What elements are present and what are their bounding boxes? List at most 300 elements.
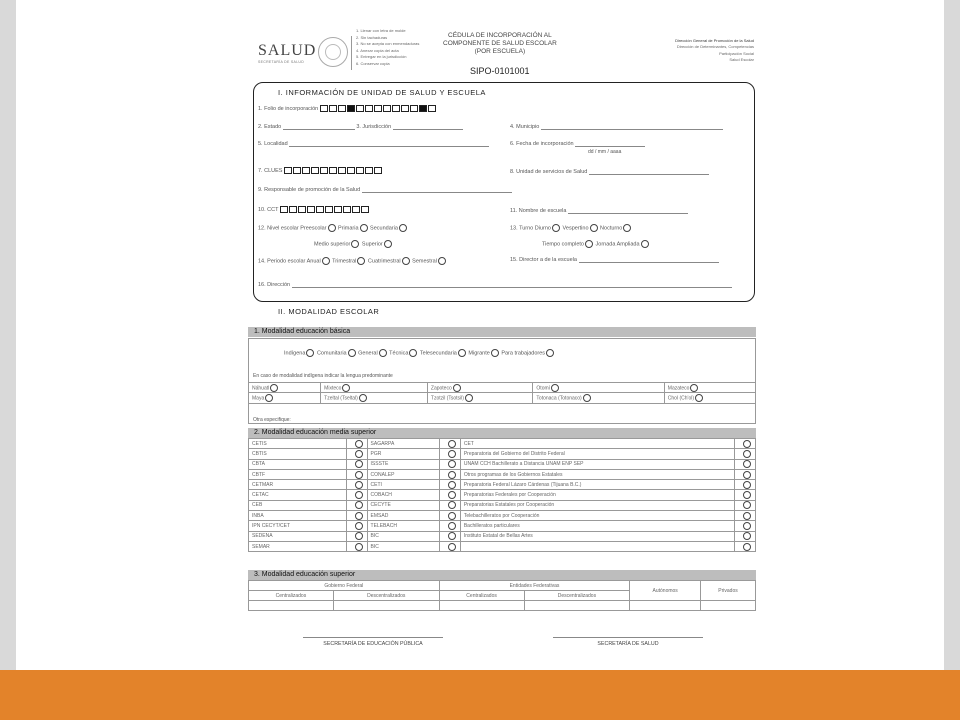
clues-cell[interactable] <box>293 167 301 174</box>
media-option-radio[interactable] <box>355 532 363 540</box>
responsable-field[interactable] <box>362 187 512 193</box>
superior-table <box>248 580 756 611</box>
signature-line-sep[interactable] <box>303 632 443 638</box>
nombre-escuela-field[interactable] <box>568 208 688 214</box>
periodo-radio-3[interactable] <box>402 257 410 265</box>
folio-cell[interactable] <box>401 105 409 112</box>
note-6: 6. Conservar copia <box>356 60 390 66</box>
media-option-radio[interactable] <box>448 512 456 520</box>
media-option-radio[interactable] <box>355 481 363 489</box>
media-option-label: CBTIS <box>249 449 347 459</box>
cct-cell[interactable] <box>352 206 360 213</box>
clues-cell[interactable] <box>347 167 355 174</box>
basica-radio-6[interactable] <box>491 349 499 357</box>
media-option-cell <box>735 439 756 449</box>
institution-notes <box>646 38 754 63</box>
clues-cell[interactable] <box>311 167 319 174</box>
lengua-radio[interactable] <box>695 394 703 402</box>
media-option-label: CECYTE <box>367 500 439 510</box>
media-option-cell <box>439 459 460 469</box>
media-option-cell <box>439 490 460 500</box>
cct-cell[interactable] <box>307 206 315 213</box>
media-option-cell <box>735 531 756 541</box>
cct-cell[interactable] <box>334 206 342 213</box>
cct-cell[interactable] <box>343 206 351 213</box>
lengua-name: Maya <box>252 395 265 402</box>
municipio-row <box>510 124 723 130</box>
nivel-radio-4[interactable] <box>351 240 359 248</box>
unidad-field[interactable] <box>589 169 709 175</box>
lengua-name: Mazateco <box>667 384 690 391</box>
folio-cell[interactable] <box>329 105 337 112</box>
media-option-label: CBTF <box>249 469 347 479</box>
media-option-radio[interactable] <box>355 471 363 479</box>
lengua-cell <box>533 393 664 403</box>
media-row <box>249 459 756 469</box>
check-cell[interactable] <box>524 601 630 611</box>
media-option-cell <box>439 449 460 459</box>
inst-line-2: Dirección de Determinantes, Competencias <box>676 44 754 50</box>
basica-options <box>284 349 555 357</box>
section-2-title: II. MODALIDAD ESCOLAR <box>278 307 380 316</box>
check-cell[interactable] <box>439 601 524 611</box>
estado-row <box>258 124 463 130</box>
lengua-radio[interactable] <box>551 384 559 392</box>
section-1-title: I. INFORMACIÓN DE UNIDAD DE SALUD Y ESCUELA <box>278 88 486 97</box>
check-cell[interactable] <box>700 601 755 611</box>
lengua-cell <box>664 393 755 403</box>
media-option-radio[interactable] <box>355 491 363 499</box>
media-row <box>249 480 756 490</box>
media-option-cell <box>439 469 460 479</box>
cct-cell[interactable] <box>316 206 324 213</box>
check-cell[interactable] <box>249 601 334 611</box>
signature-sep <box>298 632 448 647</box>
nivel-label: 12. Nivel escolar <box>258 225 299 232</box>
turno-radio-4[interactable] <box>585 240 593 248</box>
media-row <box>249 521 756 531</box>
media-row <box>249 449 756 459</box>
folio-cell[interactable] <box>383 105 391 112</box>
media-option-cell <box>346 439 367 449</box>
media-option-radio[interactable] <box>743 532 751 540</box>
header-divider <box>351 36 352 70</box>
lengua-name: Náhuatl <box>252 384 270 391</box>
nombre-escuela-label: 11. Nombre de escuela <box>510 208 567 214</box>
fecha-field[interactable] <box>575 141 645 147</box>
media-option-radio[interactable] <box>448 543 456 551</box>
clues-cells[interactable] <box>284 167 383 174</box>
document-code: SIPO-0101001 <box>470 66 530 76</box>
periodo-radio-4[interactable] <box>438 257 446 265</box>
media-option-radio[interactable] <box>448 440 456 448</box>
nombre-escuela-row <box>510 208 688 214</box>
nivel-opt-2: Primaria <box>338 225 359 232</box>
media-option-label: SAGARPA <box>367 439 439 449</box>
media-option-cell <box>346 521 367 531</box>
media-option-label: SEMAR <box>249 541 347 551</box>
lengua-cell <box>664 383 755 393</box>
autonomos-header: Autónomos <box>630 581 701 601</box>
basica-opt-5: Telesecundaria <box>419 350 457 357</box>
basica-radio-5[interactable] <box>458 349 466 357</box>
cct-cell[interactable] <box>325 206 333 213</box>
media-option-radio[interactable] <box>743 522 751 530</box>
clues-cell[interactable] <box>338 167 346 174</box>
responsable-label: 9. Responsable de promoción de la Salud <box>258 187 361 193</box>
basica-radio-3[interactable] <box>379 349 387 357</box>
media-option-radio[interactable] <box>448 471 456 479</box>
media-option-radio[interactable] <box>743 491 751 499</box>
media-option-cell <box>439 521 460 531</box>
periodo-radio-1[interactable] <box>322 257 330 265</box>
turno-label: 13. Turno <box>510 225 534 232</box>
media-option-radio[interactable] <box>448 491 456 499</box>
media-option-label: PGR <box>367 449 439 459</box>
lengua-radio[interactable] <box>359 394 367 402</box>
nivel-radio-2[interactable] <box>360 224 368 232</box>
lengua-radio[interactable] <box>270 384 278 392</box>
media-option-label: ISSSTE <box>367 459 439 469</box>
media-option-label: Telebachilleratos por Cooperación <box>460 511 734 521</box>
lenguas-row-2 <box>249 393 756 403</box>
media-option-cell <box>346 490 367 500</box>
lengua-name: Totonaca (Totonaco) <box>536 395 582 402</box>
media-option-label: CEB <box>249 500 347 510</box>
media-option-cell <box>735 469 756 479</box>
media-option-radio[interactable] <box>448 481 456 489</box>
nivel-opt-5: Superior <box>361 241 383 248</box>
media-option-label: INBA <box>249 511 347 521</box>
direccion-label: 16. Dirección <box>258 282 291 288</box>
unidad-label: 8. Unidad de servicios de Salud <box>510 169 588 175</box>
folio-cell[interactable] <box>410 105 418 112</box>
media-row <box>249 439 756 449</box>
sub-descentralizados-2: Descentralizados <box>524 591 630 601</box>
media-option-radio[interactable] <box>743 460 751 468</box>
media-option-cell <box>346 500 367 510</box>
signature-label-salud: SECRETARÍA DE SALUD <box>597 641 659 647</box>
folio-cell[interactable] <box>365 105 373 112</box>
nivel-radio-5[interactable] <box>384 240 392 248</box>
localidad-field[interactable] <box>289 141 489 147</box>
jurisdiccion-field[interactable] <box>393 124 463 130</box>
media-option-radio[interactable] <box>448 460 456 468</box>
lengua-radio[interactable] <box>342 384 350 392</box>
band-basica: 1. Modalidad educación básica <box>248 327 756 337</box>
media-option-radio[interactable] <box>448 501 456 509</box>
media-option-label: SEDENA <box>249 531 347 541</box>
media-option-label: Preparatoria del Gobierno del Distrito Federal <box>460 449 734 459</box>
signature-label-sep: SECRETARÍA DE EDUCACIÓN PÚBLICA <box>323 641 423 647</box>
media-option-cell <box>735 511 756 521</box>
basica-opt-2: Comunitaria <box>316 350 347 357</box>
media-option-cell <box>735 490 756 500</box>
clues-cell[interactable] <box>320 167 328 174</box>
cct-cell[interactable] <box>289 206 297 213</box>
inst-line-1: Dirección General de Promoción de la Salud <box>675 38 754 43</box>
media-option-radio[interactable] <box>355 543 363 551</box>
direccion-field[interactable] <box>292 282 732 288</box>
media-superior-table <box>248 438 756 552</box>
municipio-label: 4. Municipio <box>510 124 540 130</box>
media-option-label: TELEBACH <box>367 521 439 531</box>
periodo-opt-3: Cuatrimestral <box>367 258 401 265</box>
band-superior: 3. Modalidad educación superior <box>248 570 756 580</box>
media-option-label: Bachilleratos particulares <box>460 521 734 531</box>
lengua-name: Zapoteco <box>430 384 452 391</box>
media-option-label: CONALEP <box>367 469 439 479</box>
media-option-radio[interactable] <box>743 501 751 509</box>
cct-cell[interactable] <box>361 206 369 213</box>
media-row <box>249 531 756 541</box>
media-option-label: CETAC <box>249 490 347 500</box>
media-option-cell <box>439 541 460 551</box>
media-option-label <box>460 541 734 551</box>
media-option-cell <box>439 511 460 521</box>
signature-line-salud[interactable] <box>553 632 703 638</box>
otra-especifique: Otra especifique: <box>253 417 291 423</box>
periodo-row <box>258 257 447 265</box>
media-option-cell <box>735 459 756 469</box>
media-option-label: CBTA <box>249 459 347 469</box>
media-option-cell <box>346 449 367 459</box>
media-option-radio[interactable] <box>355 450 363 458</box>
nivel-opt-4: Medio superior <box>314 241 351 248</box>
fecha-row <box>510 141 645 147</box>
nivel-row-2 <box>314 240 393 248</box>
direccion-row <box>258 282 732 288</box>
lengua-name: Otomí <box>536 384 551 391</box>
superior-check-row <box>249 601 756 611</box>
turno-opt-1: Diurno <box>534 225 551 232</box>
responsable-row <box>258 187 512 193</box>
basica-radio-4[interactable] <box>409 349 417 357</box>
clues-cell[interactable] <box>356 167 364 174</box>
right-frame <box>944 0 960 720</box>
periodo-radio-2[interactable] <box>357 257 365 265</box>
document-title <box>443 32 557 57</box>
media-option-cell <box>439 439 460 449</box>
media-option-radio[interactable] <box>743 471 751 479</box>
turno-opt-5: Jornada Ampliada <box>595 241 640 248</box>
note-3: 3. No se acepta con enmendaduras <box>356 41 420 47</box>
cct-cell[interactable] <box>298 206 306 213</box>
media-option-label: BIC <box>367 531 439 541</box>
media-option-cell <box>439 500 460 510</box>
clues-cell[interactable] <box>284 167 292 174</box>
media-option-label: Preparatoria Federal Lázaro Cárdenas (Tijuana B.C.) <box>460 480 734 490</box>
fecha-label: 6. Fecha de incorporación <box>510 141 574 147</box>
salud-logo <box>258 42 316 64</box>
note-1: 1. Llenar con letra de molde <box>356 28 406 33</box>
media-option-label: CETIS <box>249 439 347 449</box>
estado-field[interactable] <box>283 124 355 130</box>
director-label: 15. Director a de la escuela <box>510 257 577 263</box>
lengua-name: Tzeltal (Tseltal) <box>324 395 358 402</box>
media-option-label: EMSAD <box>367 511 439 521</box>
localidad-row <box>258 141 489 147</box>
media-row <box>249 490 756 500</box>
media-option-cell <box>439 531 460 541</box>
nivel-radio-3[interactable] <box>399 224 407 232</box>
media-option-cell <box>735 521 756 531</box>
media-option-label: BIC <box>367 541 439 551</box>
clues-row <box>258 167 383 174</box>
media-option-radio[interactable] <box>355 501 363 509</box>
media-option-radio[interactable] <box>355 440 363 448</box>
left-frame <box>0 0 16 720</box>
turno-radio-3[interactable] <box>623 224 631 232</box>
header-notes <box>356 28 419 68</box>
media-option-label: UNAM CCH Bachillerato a Distancia UNAM ENP SEP <box>460 459 734 469</box>
media-row <box>249 500 756 510</box>
lengua-cell <box>533 383 664 393</box>
media-option-radio[interactable] <box>448 450 456 458</box>
media-option-radio[interactable] <box>355 460 363 468</box>
media-option-radio[interactable] <box>743 543 751 551</box>
media-option-radio[interactable] <box>743 440 751 448</box>
lengua-radio[interactable] <box>465 394 473 402</box>
folio-cell[interactable] <box>419 105 427 112</box>
basica-opt-4: Técnica <box>389 350 409 357</box>
lengua-radio[interactable] <box>583 394 591 402</box>
media-option-radio[interactable] <box>355 512 363 520</box>
media-option-radio[interactable] <box>743 481 751 489</box>
check-cell[interactable] <box>630 601 701 611</box>
basica-opt-1: Indígena <box>284 350 306 357</box>
entidades-header: Entidades Federativas <box>439 581 630 591</box>
note-2: 2. Sin tachaduras <box>356 34 388 40</box>
basica-opt-7: Para trabajadores <box>501 350 546 357</box>
clues-cell[interactable] <box>365 167 373 174</box>
lengua-cell <box>427 383 533 393</box>
folio-cell[interactable] <box>356 105 364 112</box>
media-option-cell <box>439 480 460 490</box>
footer-bar <box>0 670 960 720</box>
fecha-format: dd / mm / aaaa <box>588 149 622 155</box>
check-cell[interactable] <box>333 601 439 611</box>
cct-label: 10. CCT <box>258 206 279 213</box>
turno-radio-1[interactable] <box>552 224 560 232</box>
media-option-cell <box>346 480 367 490</box>
folio-cell[interactable] <box>347 105 355 112</box>
media-option-cell <box>346 531 367 541</box>
media-option-cell <box>735 449 756 459</box>
turno-row <box>510 224 632 232</box>
folio-cell[interactable] <box>338 105 346 112</box>
unidad-row <box>510 169 709 175</box>
media-option-label: COBACH <box>367 490 439 500</box>
logo-subtitle: SECRETARÍA DE SALUD <box>258 60 305 64</box>
media-option-cell <box>735 480 756 490</box>
lenguas-row-1 <box>249 383 756 393</box>
clues-cell[interactable] <box>329 167 337 174</box>
periodo-label: 14. Periodo escolar <box>258 258 306 265</box>
lengua-cell <box>321 383 428 393</box>
turno-row-2 <box>542 240 650 248</box>
clues-cell[interactable] <box>302 167 310 174</box>
sub-descentralizados-1: Descentralizados <box>333 591 439 601</box>
lengua-cell <box>249 393 321 403</box>
basica-radio-1[interactable] <box>306 349 314 357</box>
turno-radio-2[interactable] <box>590 224 598 232</box>
cct-cell[interactable] <box>280 206 288 213</box>
lengua-radio[interactable] <box>690 384 698 392</box>
folio-cell[interactable] <box>428 105 436 112</box>
logo-text: SALUD <box>258 42 317 59</box>
cct-cells[interactable] <box>280 206 370 213</box>
media-option-cell <box>735 541 756 551</box>
lengua-prompt: En caso de modalidad indígena indicar la lengua predominante <box>253 373 393 379</box>
gobierno-federal-header: Gobierno Federal <box>249 581 440 591</box>
turno-radio-5[interactable] <box>641 240 649 248</box>
media-option-label: Preparatorias Estatales por Cooperación <box>460 500 734 510</box>
lengua-cell <box>249 383 321 393</box>
lengua-name: Mixteco <box>324 384 342 391</box>
director-field[interactable] <box>579 257 719 263</box>
localidad-label: 5. Localidad <box>258 141 288 147</box>
periodo-opt-2: Trimestral <box>332 258 357 265</box>
media-option-cell <box>346 469 367 479</box>
lengua-cell <box>427 393 533 403</box>
nivel-opt-1: Preescolar <box>300 225 327 232</box>
media-option-cell <box>346 511 367 521</box>
folio-cell[interactable] <box>374 105 382 112</box>
periodo-opt-1: Anual <box>306 258 321 265</box>
basica-radio-2[interactable] <box>348 349 356 357</box>
title-line-1: CÉDULA DE INCORPORACIÓN AL <box>448 32 552 39</box>
lengua-cell <box>321 393 428 403</box>
media-option-label: CETMAR <box>249 480 347 490</box>
lengua-radio[interactable] <box>453 384 461 392</box>
sub-centralizados-2: Centralizados <box>439 591 524 601</box>
media-option-label: CET <box>460 439 734 449</box>
media-option-radio[interactable] <box>355 522 363 530</box>
folio-cell[interactable] <box>392 105 400 112</box>
media-option-label: IPN CECYT/CET <box>249 521 347 531</box>
basica-radio-7[interactable] <box>546 349 554 357</box>
note-5: 5. Entregar en la jurisdicción <box>356 54 407 60</box>
media-option-label: Preparatorias Federales por Cooperación <box>460 490 734 500</box>
media-option-radio[interactable] <box>448 532 456 540</box>
superior-header-row <box>249 581 756 591</box>
lenguas-table <box>248 382 756 404</box>
media-option-cell <box>735 500 756 510</box>
privados-header: Privados <box>700 581 755 601</box>
folio-cells[interactable] <box>320 105 437 112</box>
media-option-label: CETI <box>367 480 439 490</box>
inst-line-3: Participación Social <box>719 50 754 56</box>
title-line-3: (POR ESCUELA) <box>474 48 526 56</box>
nivel-radio-1[interactable] <box>328 224 336 232</box>
media-option-cell <box>346 459 367 469</box>
basica-opt-3: General <box>358 350 378 357</box>
municipio-field[interactable] <box>541 124 723 130</box>
director-row <box>510 257 719 263</box>
note-4: 4. Anexar copia del acta <box>356 47 399 53</box>
media-row <box>249 469 756 479</box>
folio-cell[interactable] <box>320 105 328 112</box>
lengua-radio[interactable] <box>265 394 273 402</box>
document-page <box>248 20 758 668</box>
media-option-radio[interactable] <box>743 450 751 458</box>
clues-cell[interactable] <box>374 167 382 174</box>
media-option-radio[interactable] <box>448 522 456 530</box>
media-option-radio[interactable] <box>743 512 751 520</box>
basica-opt-6: Migrante <box>468 350 490 357</box>
lengua-name: Tzotzil (Tsotsil) <box>430 395 464 402</box>
